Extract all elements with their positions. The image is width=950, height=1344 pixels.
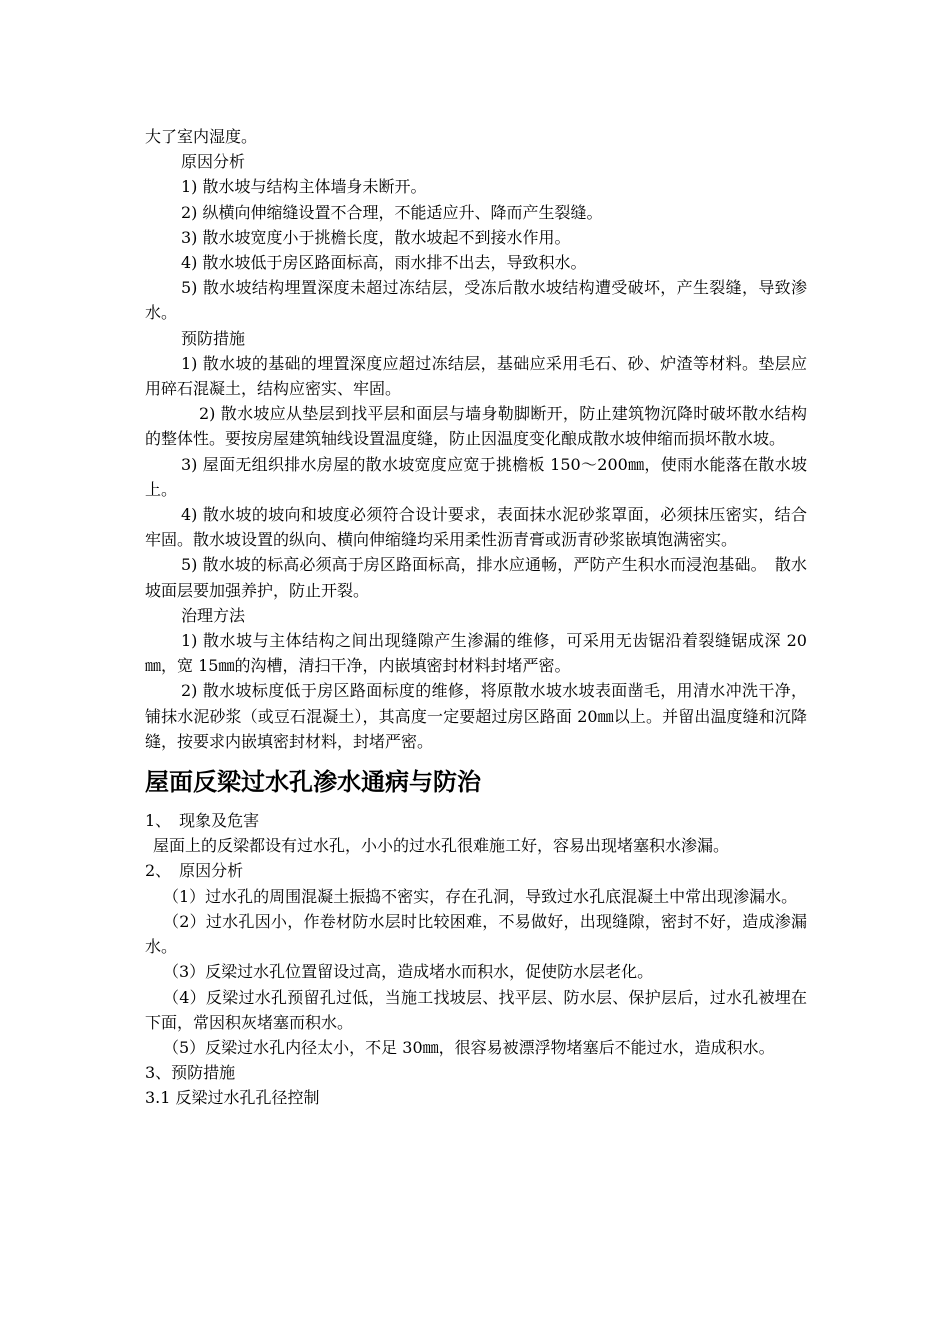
cause-item: （2）过水孔因小，作卷材防水层时比较困难，不易做好，出现缝隙，密封不好，造成渗漏水。: [145, 911, 807, 957]
prevention-item: 3) 屋面无组织排水房屋的散水坡宽度应宽于挑檐板 150～200㎜，使雨水能落在散水坡上。: [145, 454, 807, 499]
subheading-treatment: 治理方法: [181, 605, 246, 625]
paragraph: 大了室内湿度。: [145, 127, 258, 146]
section-title: 屋面反梁过水孔渗水通病与防治: [145, 768, 481, 797]
cause-item: 4) 散水坡低于房区路面标高，雨水排不出去，导致积水。: [181, 253, 587, 273]
subheading-cause-analysis: 原因分析: [181, 152, 246, 172]
prevention-item: 2) 散水坡应从垫层到找平层和面层与墙身勒脚断开，防止建筑物沉降时破坏散水结构的整体性。要按房屋建筑轴线设置温度缝，防止因温度变化酿成散水坡伸缩而损坏散水坡。: [145, 404, 807, 449]
cause-item: （5）反梁过水孔内径太小，不足 30㎜，很容易被漂浮物堵塞后不能过水，造成积水。: [163, 1037, 775, 1057]
subsection-heading: 3.1 反梁过水孔孔径控制: [145, 1088, 320, 1108]
prevention-item: 4) 散水坡的坡向和坡度必须符合设计要求，表面抹水泥砂浆罩面，必须抹压密实，结合牢固。散水坡设置的纵向、横向伸缩缝均采用柔性沥青膏或沥青砂浆嵌填饱满密实。: [145, 505, 807, 550]
cause-item: （1）过水孔的周围混凝土振捣不密实，存在孔洞，导致过水孔底混凝土中常出现渗漏水。: [163, 886, 798, 906]
treatment-item: 1) 散水坡与主体结构之间出现缝隙产生渗漏的维修，可采用无齿锯沿着裂缝锯成深 20㎜，宽 15㎜的沟槽，清扫干净，内嵌填密封材料封堵严密。: [145, 631, 807, 676]
cause-item: 3) 散水坡宽度小于挑檐长度，散水坡起不到接水作用。: [181, 227, 571, 247]
prevention-item: 5) 散水坡的标高必须高于房区路面标高，排水应通畅，严防产生积水而浸泡基础。 散水坡面层要加强养护，防止开裂。: [145, 555, 807, 600]
section-heading-phenomenon: 1、 现象及危害: [145, 811, 260, 831]
paragraph: 屋面上的反梁都设有过水孔，小小的过水孔很难施工好，容易出现堵塞积水渗漏。: [153, 836, 730, 856]
cause-item: 5) 散水坡结构埋置深度未超过冻结层，受冻后散水坡结构遭受破坏，产生裂缝，导致渗水。: [145, 278, 807, 323]
cause-item: 1) 散水坡与结构主体墙身未断开。: [181, 177, 427, 197]
section-heading-causes: 2、 原因分析: [145, 861, 244, 881]
section-heading-prevention: 3、预防措施: [145, 1063, 236, 1083]
cause-item: 2) 纵横向伸缩缝设置不合理，不能适应升、降而产生裂缝。: [181, 202, 603, 222]
cause-item: （3）反梁过水孔位置留设过高，造成堵水而积水，促使防水层老化。: [163, 962, 654, 982]
prevention-item: 1) 散水坡的基础的埋置深度应超过冻结层，基础应采用毛石、砂、炉渣等材料。垫层应用碎石混凝土，结构应密实、牢固。: [145, 353, 807, 399]
subheading-prevention: 预防措施: [181, 328, 246, 348]
treatment-item: 2) 散水坡标度低于房区路面标度的维修，将原散水坡水坡表面凿毛，用清水冲洗干净，铺抹水泥砂浆（或豆石混凝土），其高度一定要超过房区路面 20㎜以上。并留出温度缝和沉降缝，按要求内嵌填密封材料，封堵严密。: [145, 681, 807, 751]
cause-item: （4）反梁过水孔预留孔过低，当施工找坡层、找平层、防水层、保护层后，过水孔被埋在下面，常因积灰堵塞而积水。: [145, 987, 807, 1032]
document-body: [145, 124, 807, 1111]
